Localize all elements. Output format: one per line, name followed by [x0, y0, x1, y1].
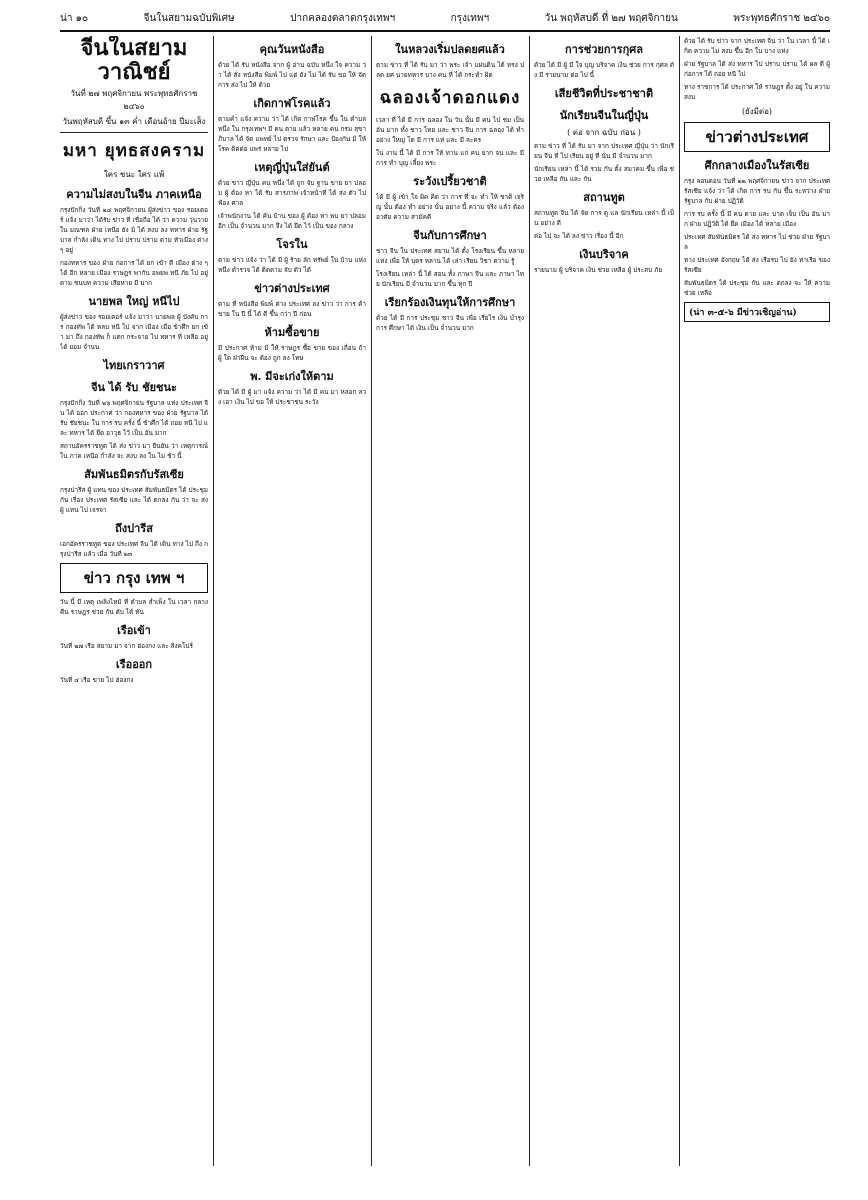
issue-date: วัน พฤหัสบดี ที่ ๒๗ พฤศจิกายน [544, 12, 678, 24]
paragraph: สถานทูต จีน ได้ จัด การ ดู แล นักเรียน เหล่า นี้ เป็น อย่าง ดี [534, 209, 674, 227]
section-box-heading: ข่าวต่างประเทศ [684, 122, 830, 152]
article-title: ข่าวต่างประเทศ [254, 282, 330, 295]
city: กรุงเทพฯ [450, 12, 490, 24]
page-number: น่า ๑๐ [60, 12, 89, 24]
paragraph: ตาม ที่ หนังสือ พิมพ์ ต่าง ประเทศ ลง ข่าว ว่า การ ค้า ขาย ใน ปี นี้ ได้ ดี ขึ้น กว่า ปี ก่อน [218, 300, 366, 318]
paragraph: วันที่ ๒๗ เรือ สยาม มา จาก ฮ่องกง และ สิงคโปร์ [60, 642, 193, 651]
paragraph: วัน นี้ มี เหตุ เพลิงไหม้ ที่ ตำบล สำเพ็ง ใน เวลา กลางคืน ราษฎร ช่วย กัน ดับ ได้ ทัน [60, 598, 208, 617]
paper-name: จีนในสยามฉบับพิเศษ [143, 12, 235, 24]
article-title: เกิดกาฬโรคแล้ว [253, 97, 331, 110]
article-title: เหตุญี่ปุ่นใส่ยันต์ [254, 161, 330, 174]
column-rule [371, 36, 372, 1166]
paragraph: กรุงปักกิ่ง วันที่ ๒๖ พฤศจิกายน รัฐบาล แห่ง ประเทศ จีน ได้ ออก ประกาศ ว่า กองทหาร ของ ฝ่าย รัฐบาล ได้ รับ ชัยชนะ ใน การ รบ ครั้ง นี้ ข้าศึก ได้ ถอย หนี ไป และ ทหาร ได้ ยึด อาวุธ ไว้ เป็น อัน มาก [60, 399, 208, 438]
paragraph: โรงเรียน เหล่า นี้ ได้ สอน ทั้ง ภาษา จีน และ ภาษา ไทย นักเรียน มี จำนวน มาก ขึ้น ทุก ปี [376, 270, 524, 288]
paragraph: กองทหาร ของ ฝ่าย ก่อการ ได้ ยก เข้า ตี เมือง ต่าง ๆ ได้ อีก หลาย เมือง ราษฎร พากัน อพยพ หนี ภัย ไป อยู่ ตาม ชนบท ความ เสียหาย มี มาก [60, 259, 208, 288]
article-title: สัมพันธมิตรกับรัสเซีย [84, 468, 184, 482]
column-rule [529, 36, 530, 1166]
article-title: ห้ามซื้อขาย [264, 326, 320, 339]
paragraph: การ รบ ครั้ง นี้ มี คน ตาย และ บาด เจ็บ เป็น อัน มาก ฝ่าย ปฏิวัติ ได้ ยึด เมือง ได้ หลาย เมือง [684, 210, 830, 228]
paragraph: ได้ มี ผู้ เข้า ใจ ผิด คิด ว่า การ ที่ จะ ทำ ให้ ชาติ เจริญ นั้น ต้อง ทำ อย่าง นั้น อย่าง นี้ ความ จริง แล้ว ต้อง อาศัย ความ สามัคคี [376, 193, 524, 221]
article-title: คุณวันหนังสือ [259, 43, 325, 56]
article-title: สถานทูต [583, 191, 625, 204]
article-title: จีนกับการศึกษา [413, 229, 487, 242]
paragraph: ตามคำ แจ้ง ความ ว่า ได้ เกิด กาฬโรค ขึ้น ใน ตำบล หนึ่ง ใน กรุงเทพฯ มี คน ตาย แล้ว หลาย คน กรม สุขาภิบาล ได้ จัด แพทย์ ไป ตรวจ รักษา และ ป้องกัน มิ ให้ โรค ติดต่อ แพร่ หลาย ไป [218, 115, 366, 153]
newspaper-page [60, 36, 830, 1166]
paragraph: ด้วย ได้ รับ ข่าว จาก ประเทศ จีน ว่า ใน เวลา นี้ ได้ เกิด ความ ไม่ สงบ ขึ้น อีก ใน บาง แห่ง [684, 37, 830, 55]
paragraph: เจ้าพนักงาน ได้ ค้น บ้าน ของ ผู้ ต้อง หา พบ ยา ปลอม อีก เป็น จำนวน มาก จึง ได้ ยึด ไว้ เป็น ของ กลาง [218, 212, 366, 230]
article-title: ระวังเปรี้ยวชาติ [413, 175, 487, 188]
subheadline: ใคร ชนะ ใคร แพ้ [103, 170, 165, 180]
paragraph: ตาม ข่าว ที่ ได้ รับ มา จาก ประเทศ ญี่ปุ่น ว่า นักเรียน จีน ที่ ไป เรียน อยู่ ที่ นั่น มี จำนวน มาก [534, 142, 674, 160]
column-5 [684, 36, 830, 1166]
paragraph: กรุงปารีส ผู้ แทน ของ ประเทศ สัมพันธมิตร ได้ ประชุม กัน เรื่อง ประเทศ รัสเซีย และ ได้ ตกลง กัน ว่า จะ ส่ง ผู้ แทน ไป เจรจา [60, 486, 208, 515]
page-reference-box: (น่า ๓-๕-๖ มีข่าวเชิญอ่าน) [684, 302, 830, 322]
paragraph: ผู้ส่งข่าว ของ รอยเตอร์ แจ้ง มาว่า นายพล ผู้ บังคับ การ กองทัพ ได้ หลบ หนี ไป จาก เมือง เมื่อ ข้าศึก ยก เข้า มา ถึง กองทัพ ก็ แตก กระจาย ไป ทหาร ที่ เหลือ อยู่ ได้ ยอม จำนน [60, 313, 208, 352]
paragraph: ด้วย ได้ รับ หนังสือ จาก ผู้ อ่าน ฉบับ หนึ่ง ใจ ความ ว่า ได้ สั่ง หนังสือ พิมพ์ ไป แต่ ยัง ไม่ ได้ รับ ขอ ให้ จัด การ ส่ง ไป ให้ ด้วย [218, 61, 366, 89]
section-box-heading: ข่าว กรุง เทพ ฯ [60, 563, 208, 593]
column-rule [679, 36, 680, 1166]
issue-line-1: วันที่ ๒๗ พฤศจิกายน พระพุทธศักราช ๒๔๖๐ [70, 89, 198, 112]
paragraph: สถานอัครราชทูต ได้ ส่ง ข่าว มา ยืนยัน ว่า เหตุการณ์ ใน ภาค เหนือ กำลัง จะ สงบ ลง ใน ไม่ ช้า นี้ [60, 442, 208, 461]
article-title: นายพล ใหญ่ หนีไป [88, 295, 180, 309]
article-title: ไทยเกราวาศ [103, 359, 165, 373]
paragraph: นักเรียน เหล่า นี้ ได้ รวม กัน ตั้ง สมาคม ขึ้น เพื่อ ช่วย เหลือ กัน และ กัน [534, 165, 674, 183]
column-4 [534, 36, 674, 1166]
article-title: ถึงปารีส [115, 522, 153, 536]
paragraph: ทาง ประเทศ อังกฤษ ได้ ส่ง เรือรบ ไป ยัง ท่าเรือ ของ รัสเซีย [684, 256, 830, 274]
headline: มหา ยุทธสงคราม [62, 141, 206, 162]
paragraph: ประเทศ สัมพันธมิตร ได้ ส่ง ทหาร ไป ช่วย ฝ่าย รัฐบาล [684, 233, 830, 251]
paragraph: ด้วย ได้ มี ผู้ มา แจ้ง ความ ว่า ได้ มี คน มา หลอก ลวง เอา เงิน ไป ขอ ให้ ประชาชน ระวัง [218, 388, 366, 406]
paragraph: รายนาม ผู้ บริจาค เงิน ช่วย เหลือ ผู้ ประสบ ภัย [534, 266, 663, 274]
article-title: การช่วยการกุศล [565, 43, 643, 56]
article-title: ความไม่สงบในจีน ภาคเหนือ [66, 188, 202, 202]
paragraph: ตาม ข่าว แจ้ง ว่า ได้ มี ผู้ ร้าย ลัก ทรัพย์ ใน บ้าน แห่ง หนึ่ง ตำรวจ ได้ ติดตาม จับ ตัว ได้ [218, 256, 366, 274]
divider [60, 132, 208, 133]
article-title: ในหลวงเริ่มปลดยศแล้ว [395, 43, 505, 56]
article-title: เรือเข้า [117, 624, 151, 638]
paragraph: กรุงปักกิ่ง วันที่ ๒๔ พฤศจิกายน ผู้ส่งข่าว ของ รอยเตอร์ แจ้ง มาว่า ได้รับ ข่าว ที่ เชื่อถือ ได้ ว่า ความ วุ่นวาย ใน มณฑล ฝ่าย เหนือ ยัง มิ ได้ สงบ ลง ทหาร ฝ่าย รัฐบาล กำลัง เดิน ทาง ไป ปราบ ปราม ตาม หัวเมือง ต่าง ๆ อยู่ [60, 206, 208, 255]
column-2 [218, 36, 366, 1166]
paragraph: ทาง ราชการ ได้ ประกาศ ให้ ราษฎร ตั้ง อยู่ ใน ความ สงบ [684, 83, 830, 101]
paragraph: ชาว จีน ใน ประเทศ สยาม ได้ ตั้ง โรงเรียน ขึ้น หลาย แห่ง เพื่อ ให้ บุตร หลาน ได้ เล่า เรียน วิชา ความ รู้ [376, 247, 524, 265]
paragraph: ตาม ข่าว ที่ ได้ รับ มา ว่า พระ เจ้า แผ่นดิน ได้ ทรง ปลด ยศ นายทหาร บาง คน ที่ ได้ กระทำ ผิด [376, 61, 524, 79]
article-title: พ. มีจะเก่งให้ตาม [250, 370, 334, 383]
article-title: เสียชีวิตที่ประชาชาติ [554, 87, 654, 100]
article-title: เรือออก [115, 658, 153, 672]
paragraph: เวลา ที่ ได้ มี การ ฉลอง ใน วัน นั้น มี คน ไป ชม เป็น อัน มาก ทั้ง ชาว ไทย และ ชาว จีน การ ฉลอง ได้ ทำ อย่าง ใหญ่ โต มี การ แห่ และ มี ละคร [376, 116, 524, 144]
paragraph: สัมพันธมิตร ได้ ประชุม กัน และ ตกลง จะ ให้ ความ ช่วย เหลือ [684, 279, 830, 297]
article-title: นักเรียนจีนในญี่ปุ่น [559, 109, 649, 122]
article-title: จีน ได้ รับ ชัยชนะ [91, 381, 177, 395]
paragraph: ต่อ ไป จะ ได้ ลง ข่าว เรื่อง นี้ อีก [534, 232, 624, 240]
article-title: เรียกร้องเงินทุนให้การศึกษา [384, 296, 516, 309]
paragraph: ด้วย ได้ มี การ ประชุม ชาว จีน เพื่อ เรี่ยไร เงิน บำรุง การ ศึกษา ได้ เงิน เป็น จำนวน มาก [376, 314, 524, 332]
office-address: ปากคลองตลาดกรุงเทพฯ [290, 12, 396, 24]
continued-note: ( ต่อ จาก ฉบับ ก่อน ) [567, 128, 641, 137]
continued-note: (ยังมีต่อ) [741, 107, 773, 116]
paragraph: ด้วย ชาว ญี่ปุ่น คน หนึ่ง ได้ ถูก จับ ฐาน ขาย ยา ปลอม ผู้ ต้อง หา ได้ รับ สารภาพ เจ้าหน้าที่ ได้ ส่ง ตัว ไป ฟ้อง ศาล [218, 179, 366, 207]
paragraph: วันที่ ๔ เรือ ขาย ไป ฮ่องกง [60, 676, 134, 685]
paragraph: มี ประกาศ ห้าม มิ ให้ ราษฎร ซื้อ ขาย ของ เถื่อน ถ้า ผู้ ใด ฝ่าฝืน จะ ต้อง ถูก ลง โทษ [218, 344, 366, 362]
page-header [60, 6, 830, 32]
article-title: ศึกกลางเมืองในรัสเซีย [704, 159, 810, 172]
article-title: เงินบริจาค [579, 248, 629, 261]
paragraph: กรุง ลอนดอน วันที่ ๒๒ พฤศจิกายน ข่าว จาก ประเทศ รัสเซีย แจ้ง ว่า ได้ เกิด การ รบ กัน ขึ้น ระหว่าง ฝ่าย รัฐบาล กับ ฝ่าย ปฏิวัติ [684, 177, 830, 205]
paragraph: ด้วย ได้ มี ผู้ มี ใจ บุญ บริจาค เงิน ช่วย การ กุศล ดัง มี รายนาม ต่อ ไป นี้ [534, 61, 674, 79]
issue-line-2: วันพฤหัสบดี ขึ้น ๑๓ ค่ำ เดือนอ้าย ปีมะเส็ง [62, 117, 206, 127]
masthead: จีนในสยามวาณิชย์ [80, 36, 188, 86]
feature-headline: ฉลองเจ้าดอกแดง [379, 88, 521, 108]
column-3 [376, 36, 524, 1166]
paragraph: ใน งาน นี้ ได้ มี การ ให้ ทาน แก่ คน ยาก จน และ มี การ ทำ บุญ เลี้ยง พระ [376, 149, 524, 167]
column-1 [60, 36, 208, 1166]
column-rule [213, 36, 214, 1166]
article-title: โจรใน [276, 238, 308, 251]
paragraph: ฝ่าย รัฐบาล ได้ ส่ง ทหาร ไป ปราบ ปราม ได้ ผล ดี ผู้ ก่อการ ได้ ถอย หนี ไป [684, 60, 830, 78]
paragraph: เอกอัครราชทูต ของ ประเทศ จีน ได้ เดิน ทาง ไป ถึง กรุงปารีส แล้ว เมื่อ วันที่ ๒๓ [60, 540, 208, 559]
buddhist-era: พระพุทธศักราช ๒๔๖๐ [733, 12, 830, 24]
